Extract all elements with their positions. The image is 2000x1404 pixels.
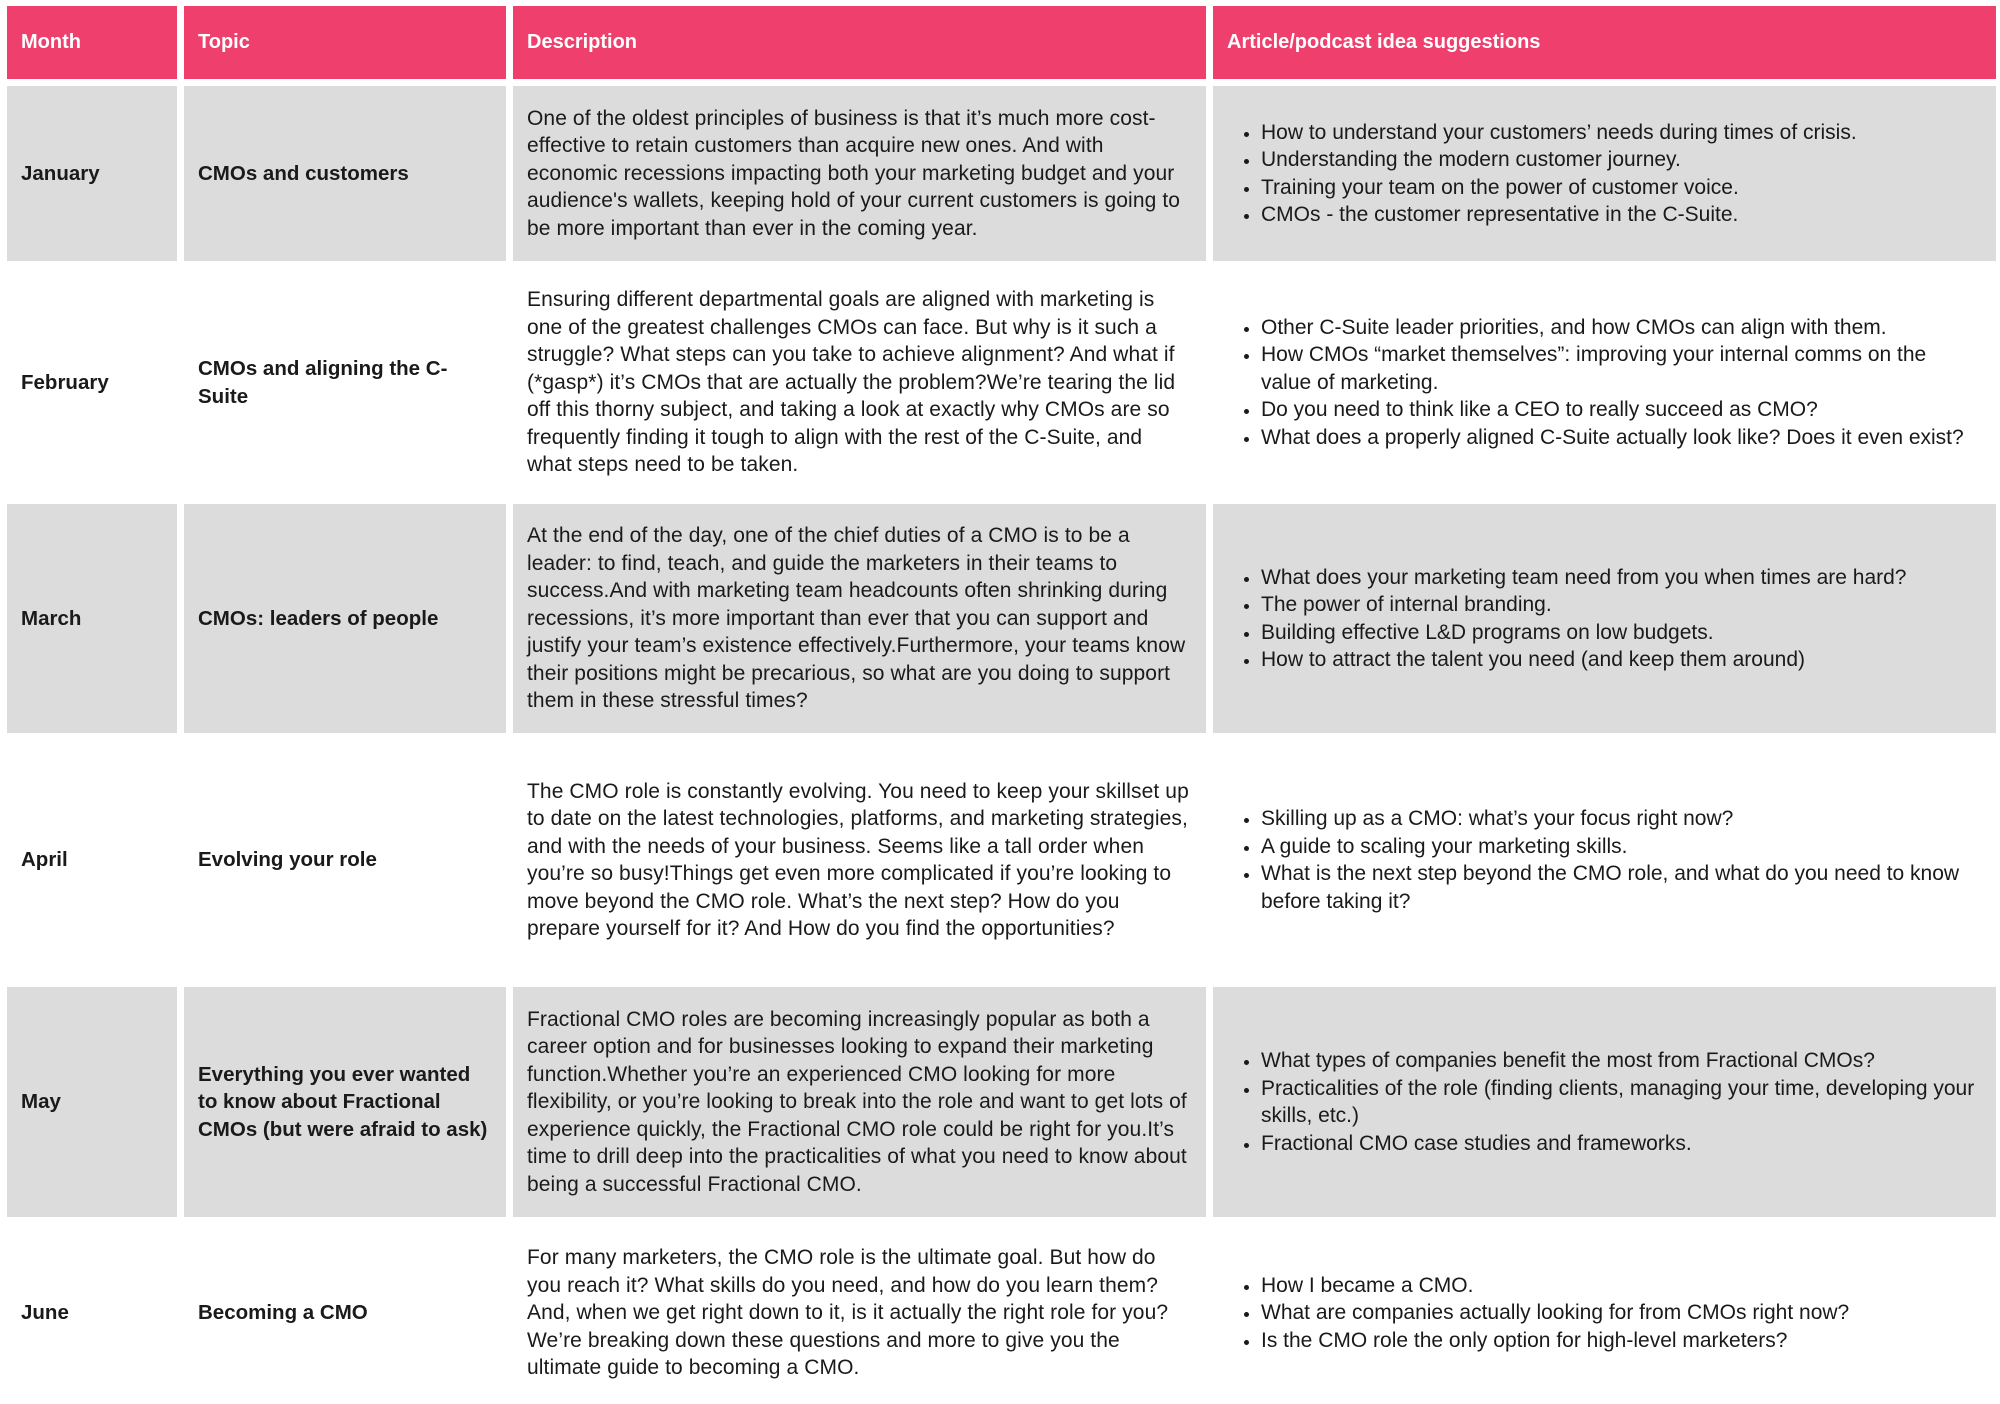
- row-description: One of the oldest principles of business is that it’s much more cost-effective to retain customers than acquire new ones. And with economic recessions impacting both your marketing budget and your audience's wallets, keeping hold of your current customers is going to be more important than ever in the coming year.: [513, 86, 1206, 261]
- idea-item: • Understanding the modern customer journey.: [1261, 146, 1857, 174]
- ideas-list: [1227, 564, 1906, 674]
- row-description: Fractional CMO roles are becoming increasingly popular as both a career option and for businesses looking to expand their marketing function.Whether you’re an experienced CMO looking for more flexibility, or you’re looking to break into the role and want to get lots of experience quickly, the Fractional CMO role could be right for you.It’s time to drill deep into the practicalities of what you need to know about being a successful Fractional CMO.: [513, 987, 1206, 1217]
- idea-item: • Building effective L&D programs on low budgets.: [1261, 619, 1906, 647]
- row-ideas: [1213, 268, 1996, 497]
- row-ideas: [1213, 987, 1996, 1217]
- row-month: March: [7, 504, 177, 733]
- header-ideas: Article/podcast idea suggestions: [1213, 6, 1996, 79]
- row-description: Ensuring different departmental goals are aligned with marketing is one of the greatest challenges CMOs can face. But why is it such a struggle? What steps can you take to achieve alignment? And what if (*gasp*) it’s CMOs that are actually the problem?We’re tearing the lid off this thorny subject, and taking a look at exactly why CMOs are so frequently finding it tough to align with the rest of the C-Suite, and what steps need to be taken.: [527, 288, 1176, 477]
- idea-item: • CMOs - the customer representative in the C-Suite.: [1261, 201, 1857, 229]
- idea-item: • Is the CMO role the only option for high-level marketers?: [1261, 1327, 1849, 1355]
- row-description: The CMO role is constantly evolving. You need to keep your skillset up to date on the latest technologies, platforms, and marketing strategies, and with the needs of your business. Seems like a tall order when you’re so busy!Things get even more complicated if you’re looking to move beyond the CMO role. What’s the next step? How do you prepare yourself for it? And How do you find the opportunities?: [527, 779, 1189, 940]
- idea-item: • Other C-Suite leader priorities, and how CMOs can align with them.: [1261, 314, 1982, 342]
- header-month: Month: [7, 6, 177, 79]
- row-topic: CMOs and customers: [184, 86, 506, 261]
- idea-item: • Practicalities of the role (finding clients, managing your time, developing your skills, etc.): [1261, 1075, 1982, 1130]
- idea-item: • Fractional CMO case studies and frameworks.: [1261, 1130, 1982, 1158]
- row-month: May: [7, 987, 177, 1217]
- row-description: At the end of the day, one of the chief duties of a CMO is to be a leader: to find, teach, and guide the marketers in their teams to success.And with marketing team headcounts often shrinking during recessions, it’s more important than ever that you can support and justify your team’s existence effectively.Furthermore, your teams know their positions might be precarious, so what are you doing to support them in these stressful times?: [513, 504, 1206, 733]
- idea-item: • What does a properly aligned C-Suite actually look like? Does it even exist?: [1261, 424, 1982, 452]
- idea-item: • How I became a CMO.: [1261, 1272, 1849, 1300]
- row-month: June: [21, 1301, 69, 1325]
- idea-item: • How CMOs “market themselves”: improving your internal comms on the value of marketing.: [1261, 341, 1982, 396]
- idea-item: • How to understand your customers’ needs during times of crisis.: [1261, 119, 1857, 147]
- row-description: For many marketers, the CMO role is the ultimate goal. But how do you reach it? What skills do you need, and how do you learn them? And, when we get right down to it, is it actually the right role for you? We’re breaking down these questions and more to give you the ultimate guide to becoming a CMO.: [527, 1246, 1169, 1380]
- content-calendar-table: [7, 6, 1995, 1402]
- header-topic: Topic: [184, 6, 506, 79]
- idea-item: • Skilling up as a CMO: what’s your focus right now?: [1261, 805, 1982, 833]
- ideas-list: [1227, 1047, 1982, 1157]
- idea-item: • What are companies actually looking for from CMOs right now?: [1261, 1299, 1849, 1327]
- idea-item: • What types of companies benefit the most from Fractional CMOs?: [1261, 1047, 1982, 1075]
- ideas-list: [1227, 1272, 1849, 1355]
- idea-item: • A guide to scaling your marketing skills.: [1261, 833, 1982, 861]
- row-month: April: [21, 848, 68, 872]
- ideas-list: [1227, 314, 1982, 452]
- row-topic: Everything you ever wanted to know about Fractional CMOs (but were afraid to ask): [184, 987, 506, 1217]
- ideas-list: [1227, 805, 1982, 915]
- idea-item: • How to attract the talent you need (and keep them around): [1261, 646, 1906, 674]
- header-description: Description: [513, 6, 1206, 79]
- idea-item: • What does your marketing team need from you when times are hard?: [1261, 564, 1906, 592]
- row-ideas: [1213, 740, 1996, 980]
- row-ideas: [1213, 1224, 1996, 1402]
- row-topic: CMOs: leaders of people: [184, 504, 506, 733]
- row-ideas: [1213, 504, 1996, 733]
- idea-item: • The power of internal branding.: [1261, 591, 1906, 619]
- row-topic: Becoming a CMO: [198, 1301, 368, 1325]
- row-month: January: [7, 86, 177, 261]
- idea-item: • Do you need to think like a CEO to really succeed as CMO?: [1261, 396, 1982, 424]
- idea-item: • Training your team on the power of customer voice.: [1261, 174, 1857, 202]
- ideas-list: [1227, 119, 1857, 229]
- idea-item: • What is the next step beyond the CMO role, and what do you need to know before taking it?: [1261, 860, 1982, 915]
- row-topic: Evolving your role: [198, 848, 377, 872]
- row-topic: CMOs and aligning the C-Suite: [198, 357, 448, 408]
- row-month: February: [21, 370, 109, 394]
- row-ideas: [1213, 86, 1996, 261]
